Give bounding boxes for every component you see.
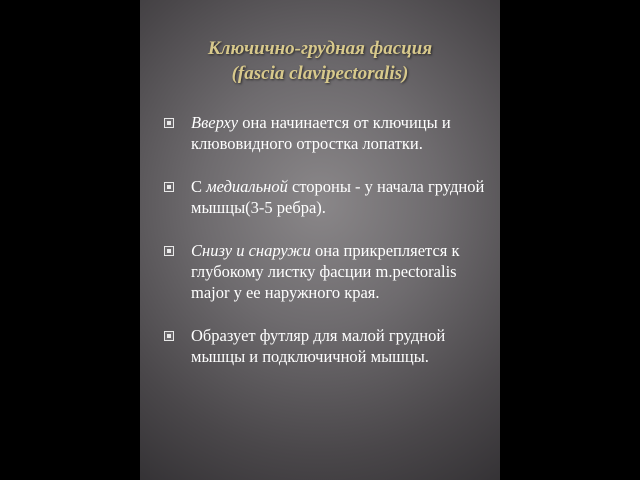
square-bullet-icon: [164, 118, 174, 128]
slide-title: [140, 36, 500, 86]
bullet-text: она прикрепляется к глубокому листку фасции m.pectoralis major у ее наружного края.: [191, 241, 460, 302]
bullet-item-sheath: [164, 325, 494, 367]
title-line-2: (fascia clavipectoralis): [231, 63, 409, 84]
bullet-list: [164, 112, 494, 389]
bullet-text: Образует футляр для малой грудной мышцы и подключичной мышцы.: [191, 326, 446, 366]
square-bullet-icon: [164, 182, 174, 192]
bullet-emphasis: Снизу и снаружи: [191, 241, 311, 260]
bullet-text: стороны - у начала грудной мышцы(3-5 ребра).: [191, 177, 485, 217]
bullet-prefix: С: [191, 177, 207, 196]
slide: [140, 0, 500, 480]
bullet-item-top: [164, 112, 494, 154]
bullet-emphasis: Вверху: [191, 113, 239, 132]
bullet-item-medial: [164, 176, 494, 218]
bullet-text: она начинается от ключицы и клювовидного отростка лопатки.: [191, 113, 451, 153]
title-line-1: Ключично-грудная фасция: [207, 38, 433, 59]
bullet-emphasis: медиальной: [206, 177, 288, 196]
square-bullet-icon: [164, 331, 174, 341]
bullet-item-bottom: [164, 240, 494, 303]
square-bullet-icon: [164, 246, 174, 256]
